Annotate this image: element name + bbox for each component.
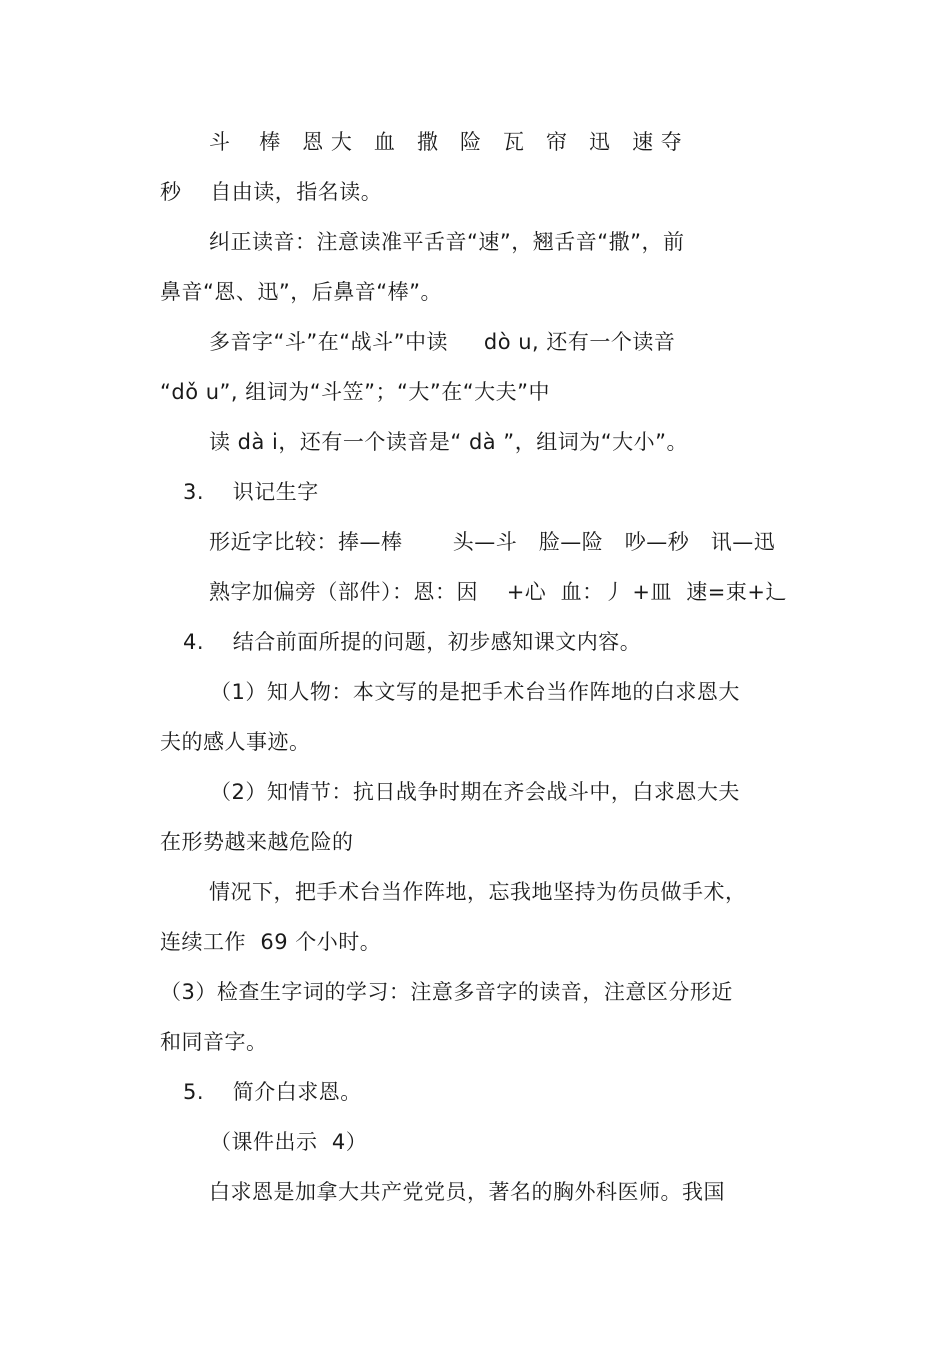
text-line: （1）知人物：本文写的是把手术台当作阵地的白求恩大 [210,680,740,704]
text-line: 秒 自由读，指名读。 [160,180,383,204]
text-line: 情况下，把手术台当作阵地，忘我地坚持为伤员做手术， [209,880,747,904]
text-line: （课件出示 4） [210,1130,368,1154]
text-line: 夫的感人事迹。 [160,730,311,754]
text-line: 纠正读音：注意读准平舌音“速”，翘舌音“撒”，前 [209,230,685,254]
text-line: 白求恩是加拿大共产党党员，著名的胸外科医师。我国 [209,1180,725,1204]
text-line: 熟字加偏旁（部件）：恩：因 +心 血：丿 +皿 速=束+辶 [209,580,787,604]
text-line: 3. 识记生字 [183,480,319,504]
text-line: 斗 棒 恩 大 血 撒 险 瓦 帘 迅 速 夺 [209,130,683,154]
text-line: 连续工作 69 个小时。 [160,930,382,954]
text-line: 读 dà i，还有一个读音是“ dà ”，组词为“大小”。 [209,430,688,454]
text-line: （2）知情节：抗日战争时期在齐会战斗中，白求恩大夫 [210,780,740,804]
text-line: 5. 简介白求恩。 [183,1080,362,1104]
text-line: 和同音字。 [160,1030,268,1054]
text-line: 形近字比较：捧—棒 头—斗 脸—险 吵—秒 讯—迅 [209,530,776,554]
text-line: 4. 结合前面所提的问题，初步感知课文内容。 [183,630,642,654]
text-line: （3）检查生字词的学习：注意多音字的读音，注意区分形近 [160,980,733,1004]
text-line: 鼻音“恩、迅”，后鼻音“棒”。 [160,280,443,304]
text-line: “dǒ u”, 组词为“斗笠”；“大”在“大夫”中 [160,380,551,404]
text-line: 在形势越来越危险的 [160,830,354,854]
text-line: 多音字“斗”在“战斗”中读 dò u, 还有一个读音 [209,330,676,354]
